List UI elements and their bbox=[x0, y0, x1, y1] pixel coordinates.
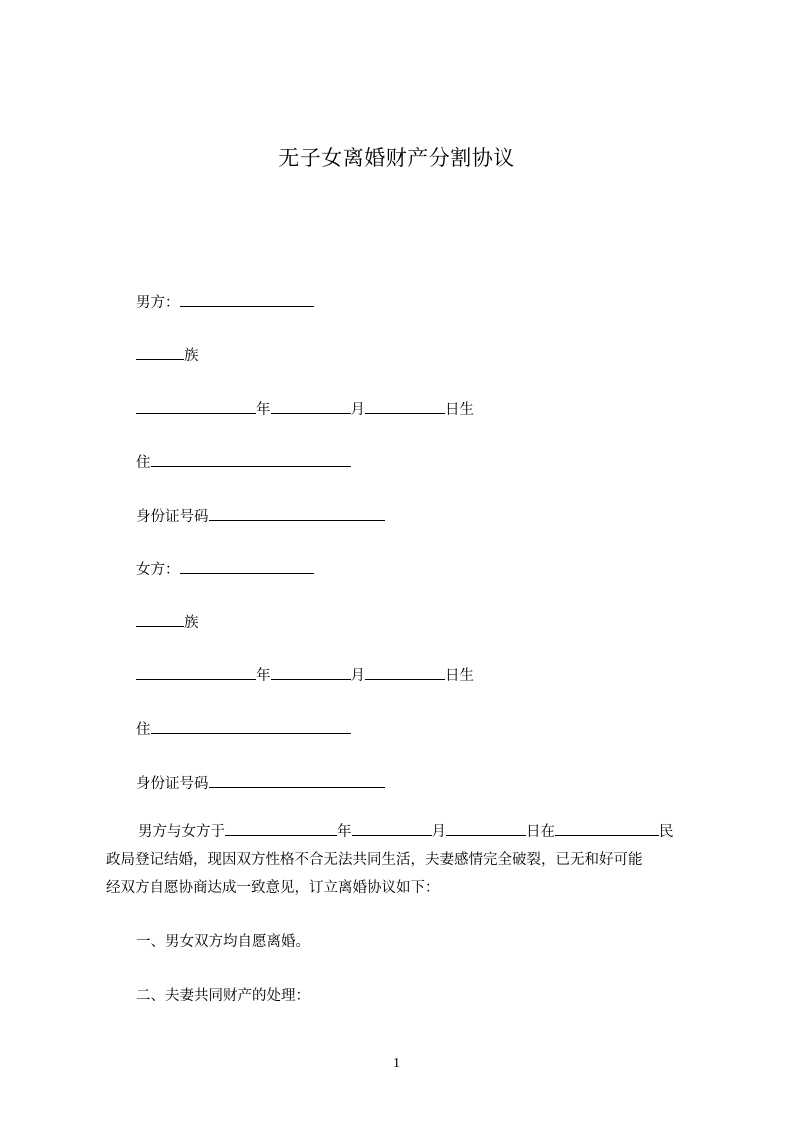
civil-affairs-bureau-blank[interactable] bbox=[555, 820, 659, 836]
wife-id-line bbox=[136, 772, 385, 794]
wife-birth-line bbox=[136, 664, 474, 686]
wife-label: 女方： bbox=[136, 562, 180, 578]
wife-birth-year-label: 年 bbox=[256, 668, 271, 684]
wife-birth-day-label: 日生 bbox=[445, 668, 474, 684]
husband-birth-year-blank[interactable] bbox=[136, 398, 256, 414]
clause-2: 二、夫妻共同财产的处理： bbox=[136, 988, 310, 1004]
husband-address-label: 住 bbox=[136, 455, 151, 471]
wife-address-label: 住 bbox=[136, 722, 151, 738]
husband-id-blank[interactable] bbox=[209, 505, 385, 521]
husband-birth-month-label: 月 bbox=[350, 402, 365, 418]
husband-birth-day-blank[interactable] bbox=[365, 398, 445, 414]
marriage-statement-line-2: 政局登记结婚，现因双方性格不合无法共同生活，夫妻感情完全破裂，已无和好可能 bbox=[106, 852, 643, 868]
wife-ethnicity-line bbox=[136, 611, 199, 633]
marriage-statement-line-3: 经双方自愿协商达成一致意见，订立离婚协议如下： bbox=[106, 880, 440, 896]
wife-address-line bbox=[136, 718, 351, 740]
civil-affairs-label-start: 民 bbox=[659, 824, 674, 840]
husband-birth-line bbox=[136, 398, 474, 420]
wife-birth-day-blank[interactable] bbox=[365, 664, 445, 680]
husband-name-line bbox=[136, 291, 314, 313]
husband-birth-year-label: 年 bbox=[256, 402, 271, 418]
husband-birth-day-label: 日生 bbox=[445, 402, 474, 418]
husband-ethnicity-label: 族 bbox=[184, 348, 199, 364]
marriage-day-label: 日在 bbox=[526, 824, 555, 840]
wife-birth-month-blank[interactable] bbox=[271, 664, 351, 680]
husband-address-blank[interactable] bbox=[151, 451, 351, 467]
wife-id-label: 身份证号码 bbox=[136, 776, 209, 792]
marriage-statement-paragraph bbox=[106, 818, 706, 902]
wife-name-blank[interactable] bbox=[180, 558, 314, 574]
wife-address-blank[interactable] bbox=[151, 718, 351, 734]
wife-ethnicity-label: 族 bbox=[184, 615, 199, 631]
marriage-month-label: 月 bbox=[431, 824, 446, 840]
marriage-year-label: 年 bbox=[337, 824, 352, 840]
husband-id-line bbox=[136, 505, 385, 527]
document-title: 无子女离婚财产分割协议 bbox=[278, 146, 515, 170]
husband-ethnicity-line bbox=[136, 344, 199, 366]
wife-id-blank[interactable] bbox=[209, 772, 385, 788]
marriage-date-prefix: 男方与女方于 bbox=[138, 824, 225, 840]
marriage-statement-line-1 bbox=[106, 818, 706, 846]
husband-ethnicity-blank[interactable] bbox=[136, 344, 184, 360]
wife-birth-year-blank[interactable] bbox=[136, 664, 256, 680]
husband-address-line bbox=[136, 451, 351, 473]
husband-label: 男方： bbox=[136, 295, 180, 311]
husband-name-blank[interactable] bbox=[180, 291, 314, 307]
marriage-month-blank[interactable] bbox=[352, 820, 432, 836]
wife-birth-month-label: 月 bbox=[350, 668, 365, 684]
page-number: 1 bbox=[393, 1056, 400, 1071]
wife-ethnicity-blank[interactable] bbox=[136, 611, 184, 627]
husband-id-label: 身份证号码 bbox=[136, 509, 209, 525]
wife-name-line bbox=[136, 558, 314, 580]
marriage-day-blank[interactable] bbox=[446, 820, 526, 836]
marriage-year-blank[interactable] bbox=[225, 820, 337, 836]
husband-birth-month-blank[interactable] bbox=[271, 398, 351, 414]
clause-1: 一、男女双方均自愿离婚。 bbox=[136, 934, 310, 950]
